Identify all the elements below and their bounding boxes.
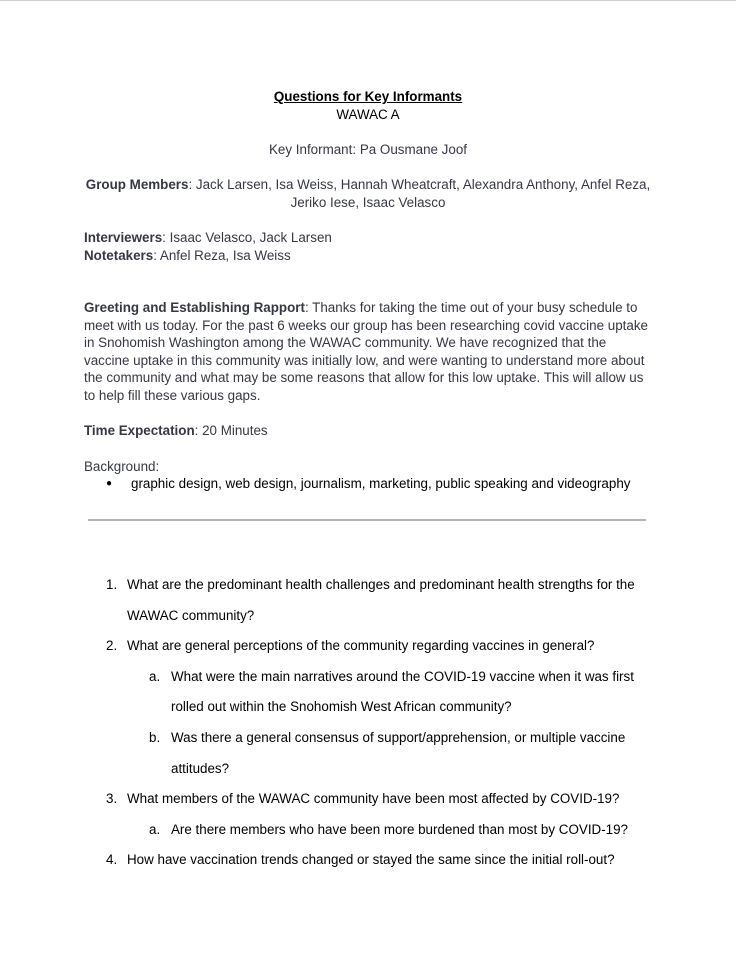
background-item: graphic design, web design, journalism, marketing, public speaking and videography — [131, 476, 631, 491]
key-informant-label: Key Informant: — [268, 142, 357, 157]
group-members-line-2: Jeriko Iese, Isaac Velasco — [290, 195, 446, 210]
greeting-line: meet with us today. For the past 6 weeks our group has been researching covid vaccine uptake — [84, 317, 648, 333]
time-expectation — [84, 422, 268, 440]
interviewers-value: : Isaac Velasco, Jack Larsen — [162, 230, 332, 245]
group-members-label: Group Members — [85, 177, 189, 192]
question-2b-text: Was there a general consensus of support/apprehension, or multiple vaccine — [171, 730, 626, 745]
document-subtitle: WAWAC A — [336, 107, 400, 122]
bullet-icon: ● — [106, 478, 113, 489]
interviewers — [84, 229, 332, 247]
question-3-text: What members of the WAWAC community have been most affected by COVID-19? — [127, 791, 620, 806]
document-page — [0, 1, 736, 953]
question-2a-text: What were the main narratives around the COVID-19 vaccine when it was first — [171, 669, 634, 684]
question-3a-marker: a. — [149, 822, 161, 837]
key-informant-value: Pa Ousmane Joof — [359, 142, 467, 157]
question-2a-text-cont: rolled out within the Snohomish West African community? — [171, 699, 512, 714]
question-1-text-cont: WAWAC community? — [127, 608, 255, 623]
question-2-text: What are general perceptions of the community regarding vaccines in general? — [127, 638, 595, 653]
document-title: Questions for Key Informants — [273, 89, 463, 104]
question-4-marker: 4. — [106, 852, 118, 867]
greeting-line — [84, 299, 654, 317]
question-2-marker: 2. — [106, 638, 118, 653]
interviewers-label: Interviewers — [84, 230, 163, 245]
greeting-label: Greeting and Establishing Rapport — [84, 300, 305, 315]
question-3a-text: Are there members who have been more burdened than most by COVID-19? — [171, 822, 629, 837]
time-expectation-value: : 20 Minutes — [194, 423, 268, 438]
question-2b-marker: b. — [149, 730, 161, 745]
question-1-marker: 1. — [106, 577, 118, 592]
background-label: Background: — [84, 459, 160, 474]
question-1-text: What are the predominant health challenges and predominant health strengths for the — [127, 577, 635, 592]
greeting-text: : Thanks for taking the time out of your busy schedule to — [304, 300, 638, 315]
time-expectation-label: Time Expectation — [84, 423, 195, 438]
horizontal-divider — [88, 519, 646, 521]
notetakers — [84, 247, 291, 265]
group-members-value-1: : Jack Larsen, Isa Weiss, Hannah Wheatcraft, Alexandra Anthony, Anfel Reza, — [188, 177, 651, 192]
question-2a-marker: a. — [149, 669, 161, 684]
greeting-line: vaccine uptake in this community was initially low, and were wanting to understand more about — [84, 352, 645, 368]
question-4-text: How have vaccination trends changed or stayed the same since the initial roll-out? — [127, 852, 615, 867]
greeting-line: in Snohomish Washington among the WAWAC community. We have recognized that the — [84, 335, 607, 351]
group-members-line-1 — [0, 176, 736, 194]
notetakers-value: : Anfel Reza, Isa Weiss — [153, 248, 291, 263]
greeting-paragraph — [84, 299, 654, 405]
greeting-line: to help fill these various gaps. — [84, 387, 261, 403]
notetakers-label: Notetakers — [84, 248, 154, 263]
question-3-marker: 3. — [106, 791, 118, 806]
key-informant — [0, 141, 736, 159]
greeting-line: the community and what may be some reasons that allow for this low uptake. This will allow us — [84, 370, 644, 386]
question-2b-text-cont: attitudes? — [171, 761, 230, 776]
